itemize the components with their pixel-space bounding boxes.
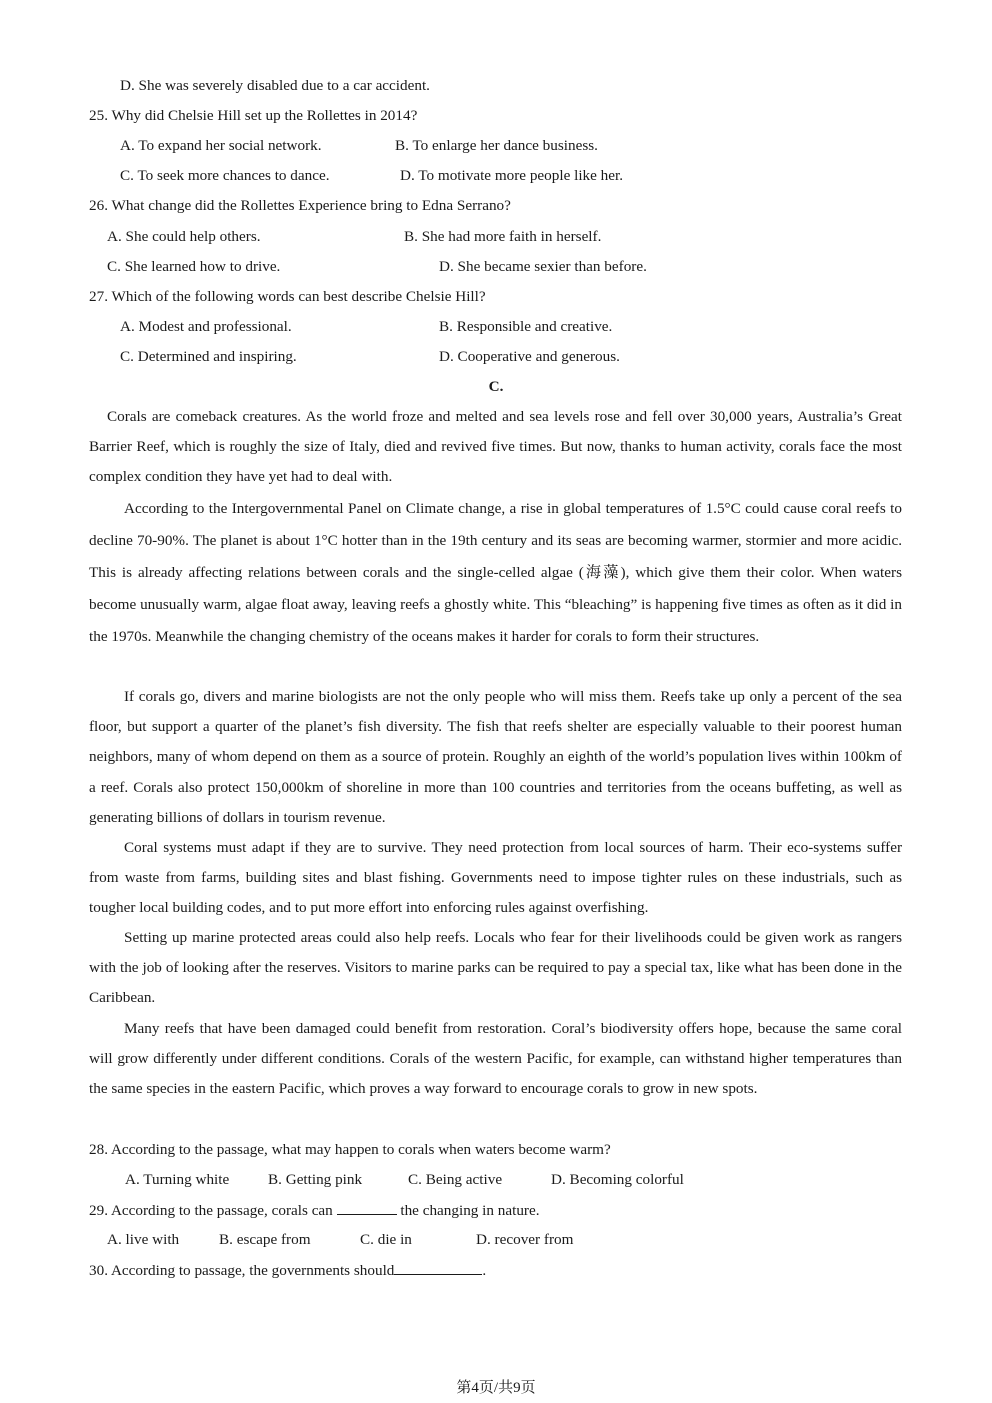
section-c-heading: C. — [488, 378, 504, 395]
q25-stem: 25. Why did Chelsie Hill set up the Rollettes in 2014? — [89, 107, 418, 124]
q26-option-d[interactable]: D. She became sexier than before. — [439, 258, 647, 275]
q27-option-d[interactable]: D. Cooperative and generous. — [439, 348, 620, 365]
q29-stem-after: the changing in nature. — [400, 1202, 540, 1219]
q28-option-a[interactable]: A. Turning white — [125, 1171, 230, 1188]
paragraph-2-text: According to the Intergovernmental Panel on Climate change, a rise in global temperatures of 1.5°C could cause coral reefs to decline 70-90%. The planet is about 1°C hotter than in the 19th century and its seas are becoming warmer, stormier and more acidic. This is already affecting relations between corals and the single-celled algae (海藻), which give them their color. When waters become unusually warm, algae float away, leaving reefs a ghostly white. This “bleaching” is happening five times as often as it did in the 1970s. Meanwhile the changing chemistry of the oceans makes it harder for corals to form their structures. — [89, 500, 902, 645]
q29-option-b[interactable]: B. escape from — [219, 1231, 311, 1248]
paragraph-3-text: If corals go, divers and marine biologists are not the only people who will miss them. Reefs take up only a percent of the sea floor, but support a quarter of the planet’s fish diversity. The fish that reefs shelter are especially valuable to their poorest human neighbors, many of whom depend on them as a source of protein. Roughly an eighth of the world’s population lives within 100km of a reef. Corals also protect 150,000km of shoreline in more than 100 countries and territories from the oceans buffeting, as well as generating billions of dollars in tourism revenue. — [89, 688, 902, 826]
q27-stem: 27. Which of the following words can best describe Chelsie Hill? — [89, 288, 486, 305]
q30-stem-after: . — [482, 1262, 487, 1279]
q30-answer-blank[interactable] — [394, 1260, 482, 1275]
passage-paragraph-6 — [89, 1014, 902, 1105]
q25-option-c[interactable]: C. To seek more chances to dance. — [120, 167, 330, 184]
q29-answer-blank[interactable] — [337, 1200, 397, 1215]
q30-stem-before: 30. According to passage, the governments should — [89, 1262, 395, 1279]
q27-option-b[interactable]: B. Responsible and creative. — [439, 318, 613, 335]
q26-stem: 26. What change did the Rollettes Experience bring to Edna Serrano? — [89, 197, 511, 214]
paragraph-5-text: Setting up marine protected areas could also help reefs. Locals who fear for their livelihoods could be given work as rangers with the job of looking after the reserves. Visitors to marine parks can be required to pay a special tax, like what has been done in the Caribbean. — [89, 929, 902, 1007]
q28-stem: 28. According to the passage, what may happen to corals when waters become warm? — [89, 1141, 611, 1158]
q28-option-c[interactable]: C. Being active — [408, 1171, 503, 1188]
q29-option-c[interactable]: C. die in — [360, 1231, 412, 1248]
q29-stem-before: 29. According to the passage, corals can — [89, 1202, 333, 1219]
page-number: 第4页/共9页 — [456, 1380, 536, 1396]
paragraph-1-text: Corals are comeback creatures. As the world froze and melted and sea levels rose and fell over 30,000 years, Australia’s Great Barrier Reef, which is roughly the size of Italy, died and revived five times. But now, thanks to human activity, corals face the most complex condition they have yet had to deal with. — [89, 408, 902, 486]
passage-paragraph-4 — [89, 833, 902, 924]
q30-stem — [89, 1260, 486, 1281]
q29-option-d[interactable]: D. recover from — [476, 1231, 574, 1248]
passage-paragraph-5 — [89, 923, 902, 1014]
q29-option-a[interactable]: A. live with — [107, 1231, 180, 1248]
q26-option-a[interactable]: A. She could help others. — [107, 228, 261, 245]
paragraph-6-text: Many reefs that have been damaged could benefit from restoration. Coral’s biodiversity offers hope, because the same coral will grow differently under different conditions. Corals of the western Pacific, for example, can withstand higher temperatures than the same species in the eastern Pacific, which proves a way forward to encourage corals to grow in new spots. — [89, 1020, 902, 1098]
q29-stem — [89, 1200, 540, 1221]
q25-option-a[interactable]: A. To expand her social network. — [120, 137, 322, 154]
q24-option-d[interactable]: D. She was severely disabled due to a car accident. — [120, 77, 430, 94]
q25-option-d[interactable]: D. To motivate more people like her. — [400, 167, 624, 184]
q25-option-b[interactable]: B. To enlarge her dance business. — [395, 137, 598, 154]
paragraph-4-text: Coral systems must adapt if they are to survive. They need protection from local sources of harm. Their eco-systems suffer from waste from farms, building sites and blast fishing. Governments need to impose tighter rules on these industrials, such as tougher local building codes, and to put more effort into enforcing rules against overfishing. — [89, 839, 902, 917]
passage-paragraph-1 — [89, 402, 902, 493]
q27-option-c[interactable]: C. Determined and inspiring. — [120, 348, 297, 365]
q26-option-c[interactable]: C. She learned how to drive. — [107, 258, 281, 275]
passage-paragraph-2 — [89, 493, 902, 653]
q28-option-d[interactable]: D. Becoming colorful — [551, 1171, 684, 1188]
q26-option-b[interactable]: B. She had more faith in herself. — [404, 228, 602, 245]
q27-option-a[interactable]: A. Modest and professional. — [120, 318, 292, 335]
q28-option-b[interactable]: B. Getting pink — [268, 1171, 363, 1188]
passage-paragraph-3 — [89, 682, 902, 833]
